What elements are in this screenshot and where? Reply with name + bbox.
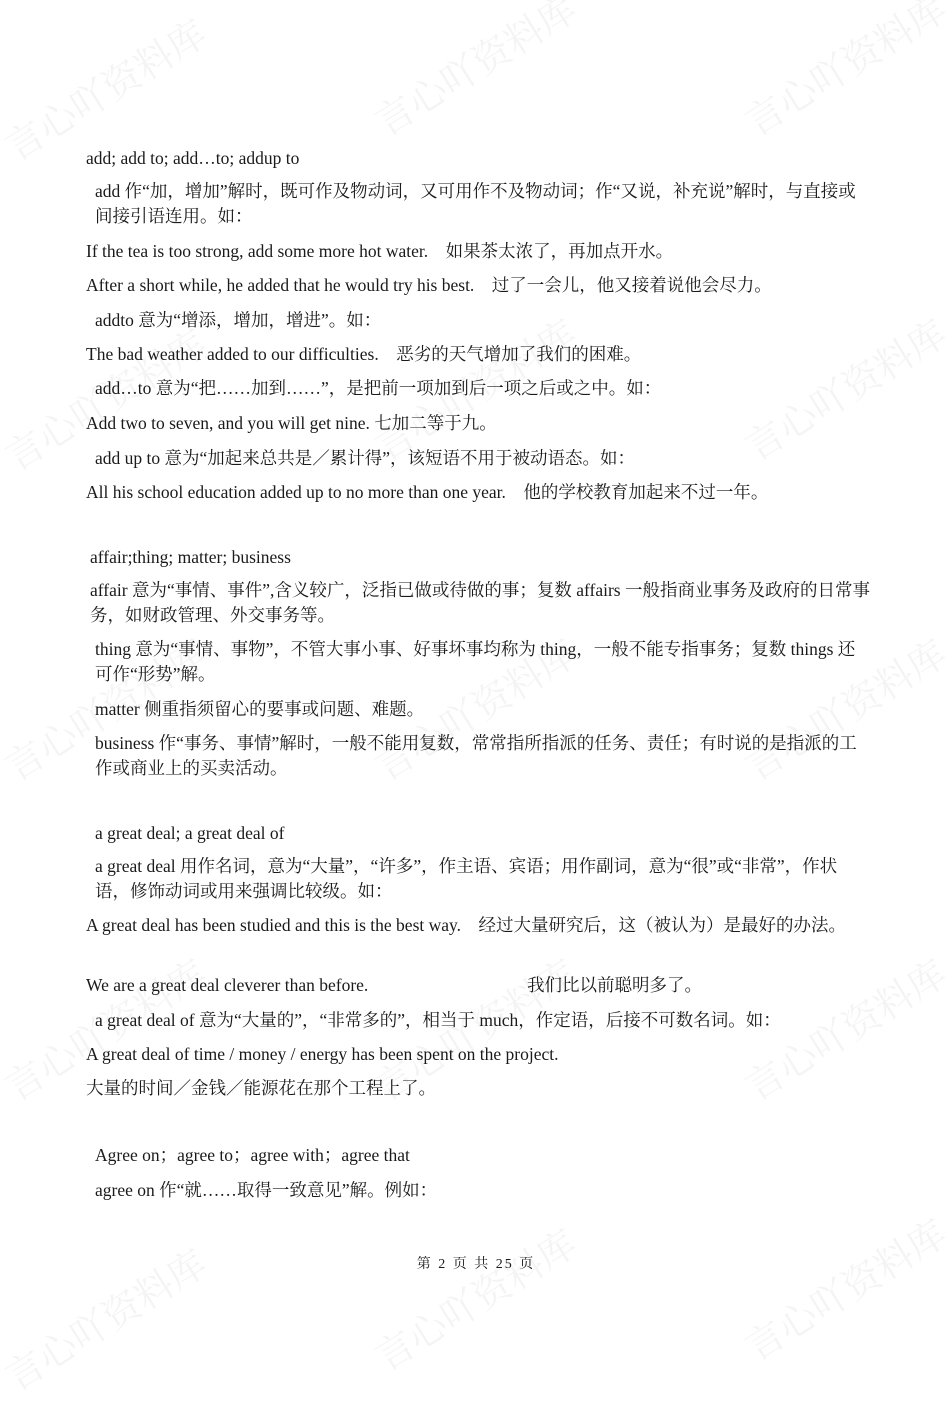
paragraph: affair 意为“事情、事件”,含义较广，泛指已做或待做的事；复数 affairs 一般指商业事务及政府的日常事务，如财政管理、外交事务等。 [90,580,870,625]
paragraph: agree on 作“就……取得一致意见”解。例如： [95,1180,438,1200]
paragraph: add…to 意为“把……加到……”，是把前一项加到后一项之后或之中。如： [95,378,662,398]
paragraph: thing 意为“事情、事物”，不管大事小事、好事坏事均称为 thing，一般不能专指事务；复数 things 还可作“形势”解。 [95,639,856,684]
example-sentence: A great deal has been studied and this is the best way. 经过大量研究后，这（被认为）是最好的办法。 [86,915,847,935]
section-heading-agree: Agree on；agree to；agree with；agree that [95,1145,410,1165]
section-heading-great-deal: a great deal; a great deal of [95,823,285,843]
paragraph: addto 意为“增添，增加，增进”。如： [95,310,382,330]
example-sentence: The bad weather added to our difficulties. 恶劣的天气增加了我们的困难。 [86,344,642,364]
watermark [363,1214,586,1381]
paragraph: a great deal 用作名词，意为“大量”，“许多”，作主语、宾语；用作副词，意为“很”或“非常”，作状语，修饰动词或用来强调比较级。如： [95,856,838,901]
example-sentence: We are a great deal cleverer than before. [86,975,369,995]
watermark [733,1204,952,1371]
example-translation: 大量的时间／金钱／能源花在那个工程上了。 [86,1078,436,1098]
paragraph: a great deal of 意为“大量的”，“非常多的”，相当于 much，作定语，后接不可数名词。如： [95,1010,781,1030]
paragraph: add up to 意为“加起来总共是／累计得”，该短语不用于被动语态。如： [95,448,636,468]
example-sentence: All his school education added up to no more than one year. 他的学校教育加起来不过一年。 [86,482,769,502]
paragraph: add 作“加，增加”解时，既可作及物动词，又可用作不及物动词；作“又说，补充说”解时，与直接或间接引语连用。如： [95,181,856,226]
section-heading-affair: affair;thing; matter; business [90,547,291,567]
example-sentence: After a short while, he added that he would try his best. 过了一会儿，他又接着说他会尽力。 [86,275,772,295]
paragraph: business 作“事务、事情”解时，一般不能用复数，常常指所指派的任务、责任；有时说的是指派的工作或商业上的买卖活动。 [95,733,857,778]
example-sentence: If the tea is too strong, add some more hot water. 如果茶太浓了，再加点开水。 [86,241,674,261]
paragraph: matter 侧重指须留心的要事或问题、难题。 [95,699,425,719]
watermark [733,0,952,146]
example-translation: 我们比以前聪明多了。 [527,975,702,995]
example-sentence: Add two to seven, and you will get nine. 七加二等于九。 [86,413,497,433]
page-number: 第 2 页 共 25 页 [416,1257,536,1272]
section-heading-add: add; add to; add…to; addup to [86,148,300,168]
watermark [363,0,586,146]
example-sentence: A great deal of time / money / energy has been spent on the project. [86,1044,559,1064]
